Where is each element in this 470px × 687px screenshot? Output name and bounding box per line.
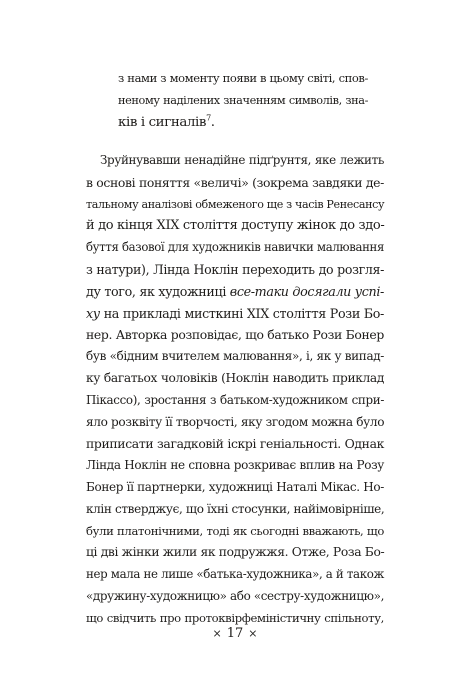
folio-mark-right: × (248, 627, 258, 640)
body-line-3: тальному аналізові обмеженого ще з часів Ренесансу (86, 197, 385, 211)
body-line-9: нер. Авторка розповідає, що батько Рози Бонер (86, 327, 384, 343)
body-line-11: ку багатьох чоловіків (Ноклін наводить приклад (86, 370, 384, 385)
body-line-1: Зруйнувавши ненадійне підґрунтя, яке лежить (100, 153, 384, 167)
body-line-17: клін стверджує, що їхні стосунки, найімовірніше, (86, 501, 385, 516)
body-line-15: Лінда Ноклін не сповна розкриває вплив на Розу (86, 458, 384, 473)
folio-mark-left: × (212, 627, 222, 640)
block-quote (118, 68, 368, 133)
body-line-22: що свідчить про протоквірфеміністичну спільноту, (86, 610, 384, 625)
body-paragraph (86, 150, 384, 630)
body-line-20: нер мала не лише «батька-художника», а й також (86, 567, 384, 582)
quote-line-3-text: ків і сигналів (118, 114, 207, 130)
body-line-19: ці дві жінки жили як подружжя. Отже, Роза Бо- (86, 545, 385, 560)
body-line-14: приписати загадковій іскрі геніальності. Однак (86, 436, 384, 452)
body-line-10: був «бідним вчителем малювання», і, як у випад- (86, 349, 384, 364)
body-line-12: Пікассо), зростання з батьком-художником спри- (86, 392, 384, 407)
body-line-5: буття базової для художників навички малювання (86, 240, 384, 255)
body-line-16: Бонер її партнерки, художниці Наталі Мікас. Но- (86, 479, 384, 494)
page-number-value: 17 (226, 626, 244, 641)
body-line-7 (86, 281, 384, 303)
body-line-13: яло розквіту її творчості, яку згодом можна було (86, 414, 385, 429)
body-line-4: й до кінця XIX століття доступу жінок до здо- (86, 218, 385, 234)
body-line-21: «дружину-художницю» або «сестру-художницю», (86, 588, 385, 603)
quote-line-2: неному наділених значенням символів, зна- (118, 93, 368, 107)
body-line-7-italic: все-таки досягали успі- (229, 283, 384, 299)
body-line-8-italic: ху (86, 305, 100, 321)
quote-line-1: з нами з моменту появи в цьому світі, спов- (118, 71, 368, 85)
body-line-8-text: на прикладі мисткині XIX століття Рози Бо- (99, 305, 384, 321)
footnote-reference[interactable]: 7 (206, 113, 211, 123)
quote-end-punctuation: . (210, 114, 215, 130)
body-line-18: були платонічними, тоді як сьогодні вважають, що (86, 523, 384, 538)
body-line-2: в основі поняття «величі» (зокрема завдяки де- (86, 174, 384, 190)
page-number (0, 625, 470, 643)
body-line-7-text: ду того, як художниці (86, 283, 230, 299)
body-line-8 (86, 303, 384, 325)
quote-line-3 (118, 112, 368, 134)
body-line-6: з натури), Лінда Ноклін переходить до розгля- (86, 261, 384, 277)
